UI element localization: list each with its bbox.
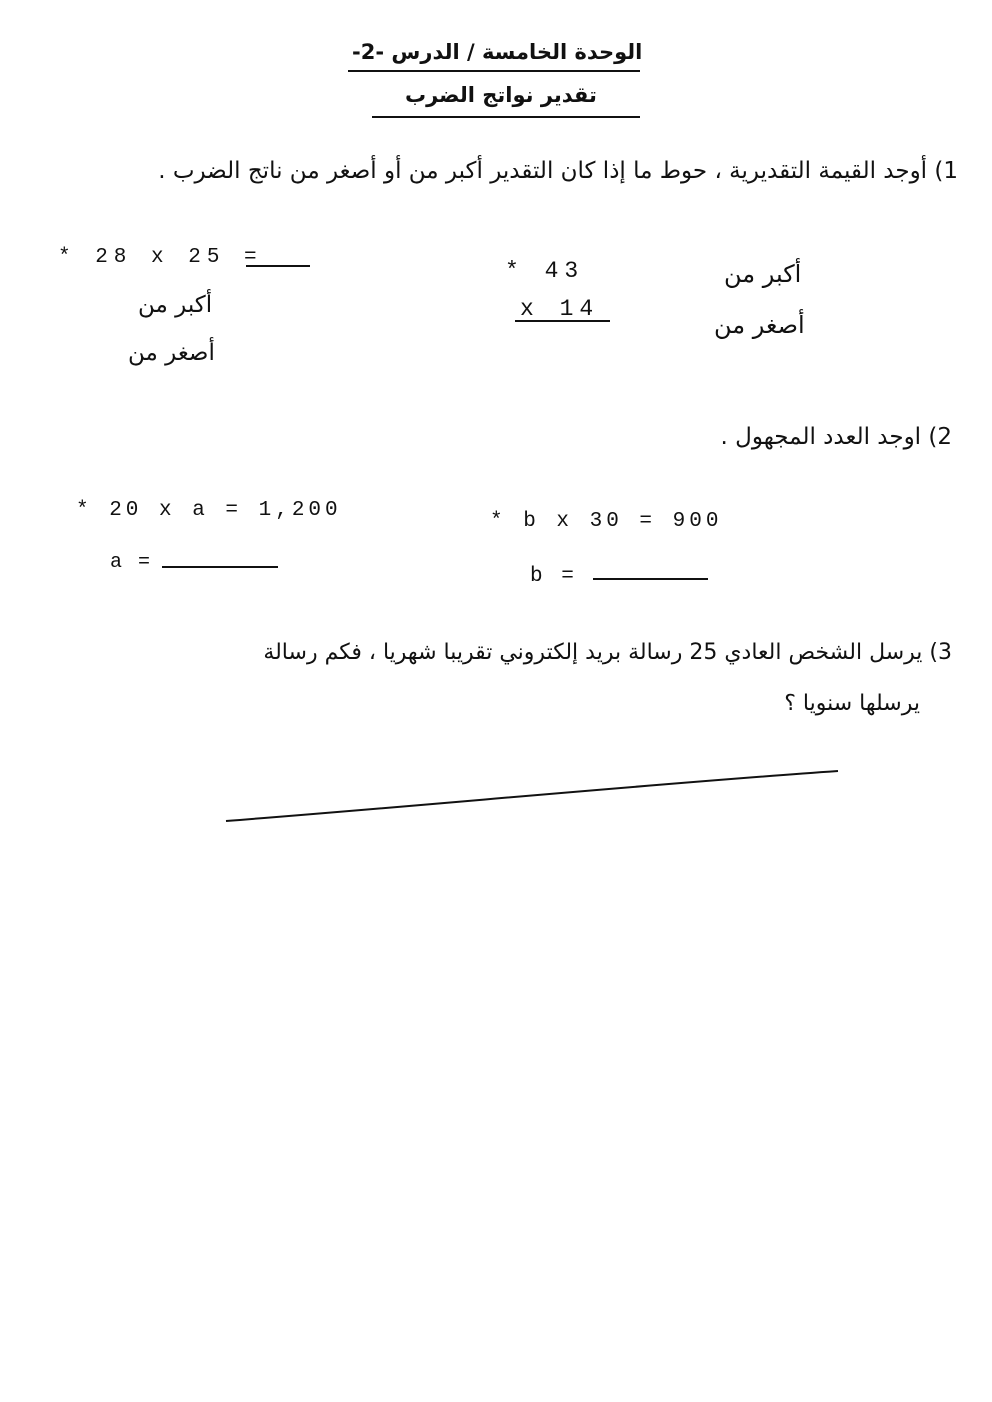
- unit-lesson-heading: الوحدة الخامسة / الدرس -2-: [352, 40, 643, 64]
- question-2-instruction: 2) اوجد العدد المجهول .: [720, 424, 952, 450]
- q2-right-answer-line[interactable]: [593, 578, 708, 580]
- q2-left-answer-line[interactable]: [162, 566, 278, 568]
- q1-right-top-number: * 43: [505, 258, 585, 284]
- question-1-instruction: 1) أوجد القيمة التقديرية ، حوط ما إذا كان التقدير أكبر من أو أصغر من ناتج الضرب .: [158, 158, 958, 184]
- q1-left-answer-line[interactable]: [246, 265, 310, 267]
- heading-underline: [348, 70, 640, 72]
- page-title: تقدير نواتج الضرب: [405, 83, 597, 107]
- q2-right-answer-label: b =: [530, 565, 577, 588]
- q1-right-bottom-number: x 14: [520, 296, 600, 322]
- q2-left-equation: * 20 x a = 1,200: [76, 499, 342, 522]
- q1-right-option-greater[interactable]: أكبر من: [724, 260, 802, 288]
- q2-left-answer-label: a =: [110, 551, 153, 574]
- q1-left-option-greater[interactable]: أكبر من: [138, 292, 213, 318]
- question-3-line-2: يرسلها سنويا ؟: [784, 691, 920, 716]
- q1-left-option-less[interactable]: أصغر من: [128, 340, 215, 366]
- q1-right-answer-line[interactable]: [515, 320, 610, 322]
- question-3-line-1: 3) يرسل الشخص العادي 25 رسالة بريد إلكتروني تقريبا شهريا ، فكم رسالة: [263, 640, 952, 665]
- title-underline: [372, 116, 640, 118]
- q2-right-equation: * b x 30 = 900: [490, 510, 723, 533]
- q1-right-option-less[interactable]: أصغر من: [714, 311, 805, 339]
- q1-left-expression: * 28 x 25 =: [58, 246, 263, 269]
